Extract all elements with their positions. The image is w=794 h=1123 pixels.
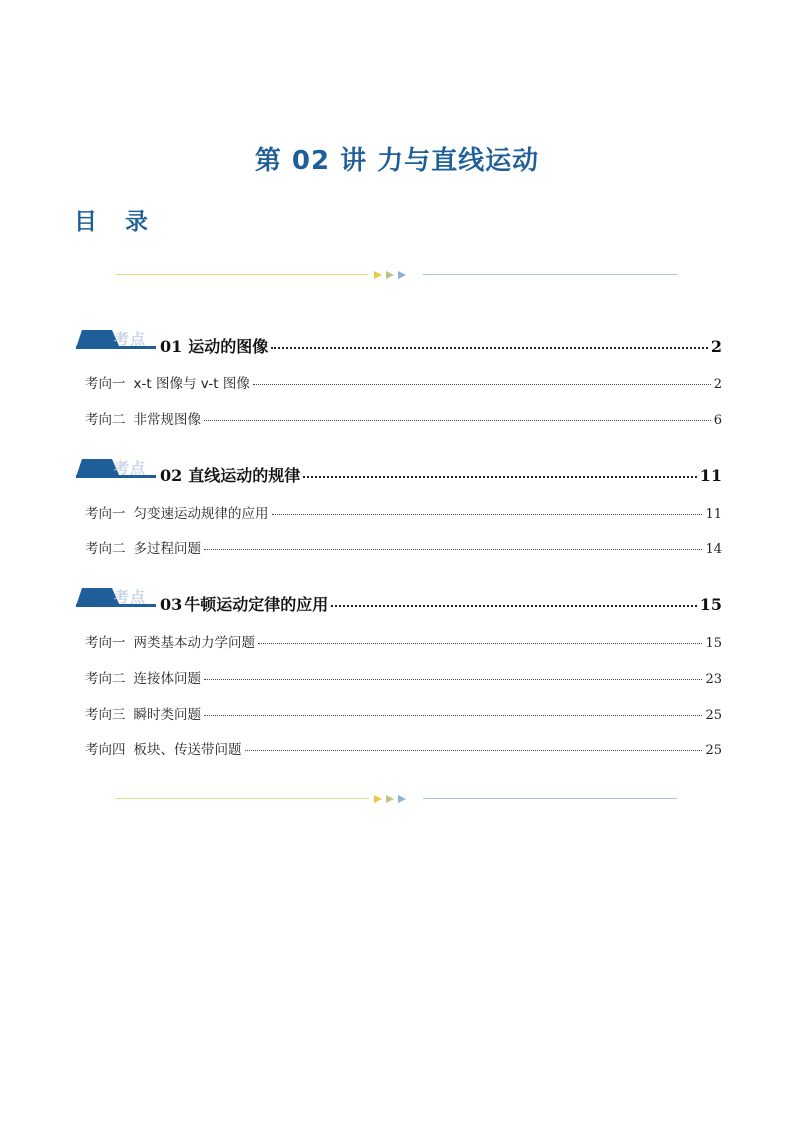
dot-leader — [272, 514, 703, 515]
document-title: 第 02 讲 力与直线运动 — [254, 146, 540, 176]
page-number: 2 — [710, 337, 722, 356]
toc-entry-heading[interactable] — [160, 592, 722, 615]
section-title: 牛顿运动定律的应用 — [184, 595, 329, 614]
direction-label: 考向二 — [85, 541, 126, 557]
toc-section-2 — [76, 457, 722, 483]
section-title: 运动的图像 — [188, 337, 269, 356]
kaodian-badge-label: 考点 — [114, 459, 147, 477]
dot-leader — [204, 420, 711, 421]
toc-entry[interactable] — [85, 738, 722, 758]
entry-title: 匀变速运动规律的应用 — [133, 506, 269, 522]
toc-heading: 目 录 — [74, 209, 159, 235]
divider-top — [115, 271, 677, 279]
section-title: 直线运动的规律 — [188, 466, 301, 485]
toc-section-3 — [76, 586, 722, 612]
entry-title: 多过程问题 — [133, 541, 201, 557]
page-number: 2 — [713, 377, 722, 392]
dot-leader — [204, 715, 702, 716]
toc-entry[interactable] — [85, 667, 722, 687]
triple-arrow-icon — [374, 271, 418, 279]
kaodian-badge-label: 考点 — [114, 330, 147, 348]
page-number: 15 — [699, 595, 722, 614]
page-number: 11 — [705, 507, 722, 522]
page-number: 25 — [705, 743, 722, 758]
toc-entry-heading[interactable] — [160, 463, 722, 486]
toc-entry[interactable] — [85, 408, 722, 428]
entry-title: 两类基本动力学问题 — [133, 635, 255, 651]
toc-section-1 — [76, 328, 722, 354]
page-number: 6 — [713, 413, 722, 428]
dot-leader — [271, 347, 708, 349]
dot-leader — [253, 384, 711, 385]
toc-entry[interactable] — [85, 703, 722, 723]
toc-entry-heading[interactable] — [160, 334, 722, 357]
section-number: 03 — [160, 595, 183, 614]
page-number: 23 — [705, 672, 722, 687]
dot-leader — [303, 476, 696, 478]
direction-label: 考向三 — [85, 707, 126, 723]
entry-title: x-t 图像与 v-t 图像 — [133, 376, 250, 392]
toc-entry[interactable] — [85, 372, 722, 392]
triple-arrow-icon — [374, 795, 418, 803]
direction-label: 考向一 — [85, 635, 126, 651]
toc-entry[interactable] — [85, 631, 722, 651]
direction-label: 考向四 — [85, 742, 126, 758]
dot-leader — [258, 643, 702, 644]
section-number: 01 — [160, 337, 183, 356]
toc-entry[interactable] — [85, 502, 722, 522]
entry-title: 非常规图像 — [133, 412, 201, 428]
direction-label: 考向一 — [85, 376, 126, 392]
divider-bottom — [115, 795, 677, 803]
divider-line-left — [115, 798, 369, 799]
entry-title: 连接体问题 — [133, 671, 201, 687]
divider-line-right — [423, 274, 677, 275]
entry-title: 瞬时类问题 — [133, 707, 201, 723]
dot-leader — [204, 549, 702, 550]
kaodian-badge-label: 考点 — [114, 588, 147, 606]
entry-title: 板块、传送带问题 — [133, 742, 242, 758]
page-number: 25 — [705, 708, 722, 723]
divider-line-right — [423, 798, 677, 799]
direction-label: 考向一 — [85, 506, 126, 522]
section-number: 02 — [160, 466, 183, 485]
divider-line-left — [115, 274, 369, 275]
direction-label: 考向二 — [85, 671, 126, 687]
dot-leader — [204, 679, 702, 680]
page-number: 14 — [705, 542, 722, 557]
direction-label: 考向二 — [85, 412, 126, 428]
dot-leader — [245, 750, 703, 751]
page-number: 15 — [705, 636, 722, 651]
page-number: 11 — [699, 466, 722, 485]
dot-leader — [331, 605, 696, 607]
toc-entry[interactable] — [85, 537, 722, 557]
